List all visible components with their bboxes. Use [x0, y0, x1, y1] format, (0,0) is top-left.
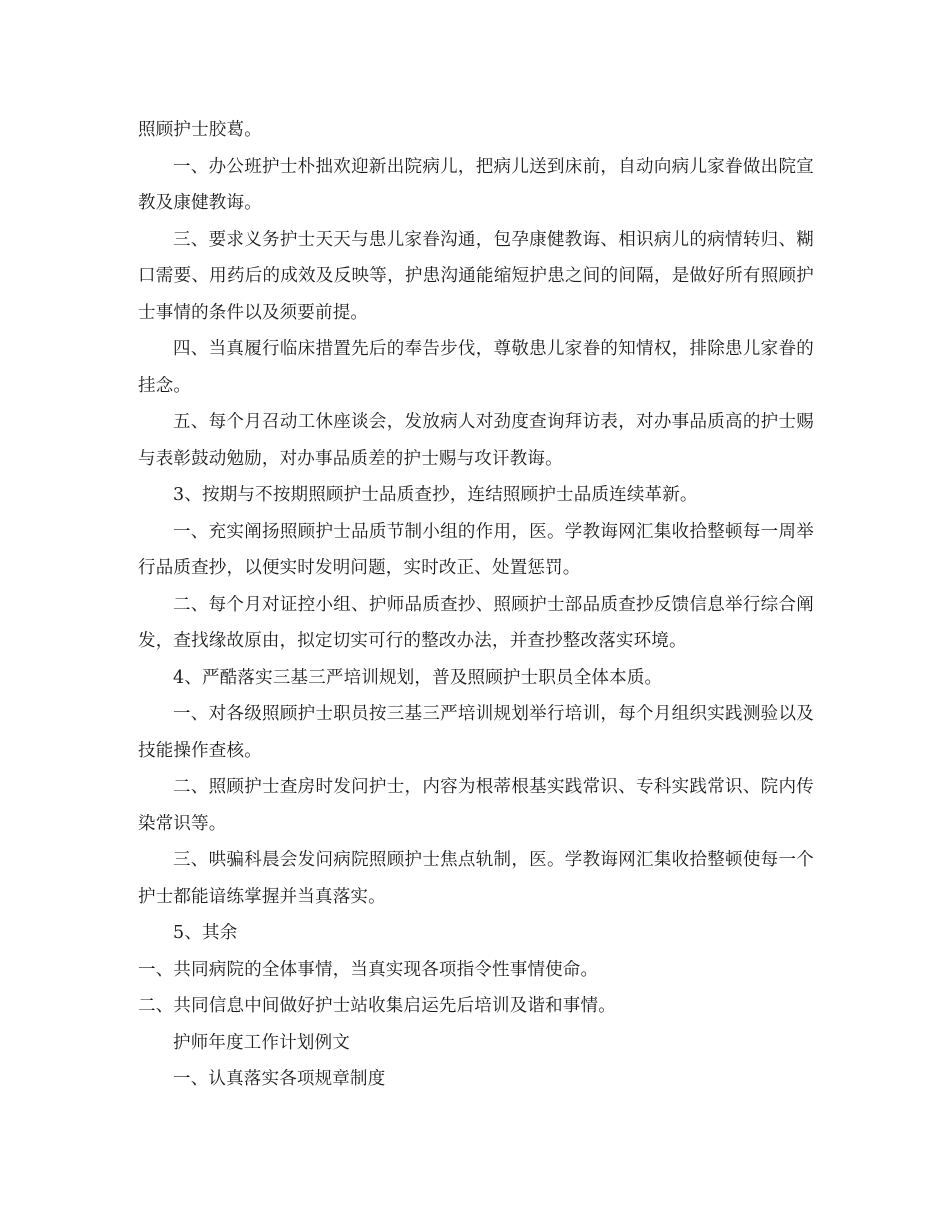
paragraph: 照顾护士胶葛。 [138, 120, 262, 140]
paragraph: 三、要求义务护士天天与患儿家眷沟通，包孕康健教诲、相识病儿的病情转归、糊口需要、用药后的成效及反映等，护患沟通能缩短护患之间的间隔，是做好所有照顾护士事情的条件以及须要前提。 [138, 229, 814, 323]
paragraph: 一、共同病院的全体事情，当真实现各项指令性事情使命。 [138, 959, 599, 980]
paragraph: 5、其余 [173, 923, 238, 943]
document-body [138, 112, 814, 1098]
paragraph: 一、对各级照顾护士职员按三基三严培训规划举行培训，每个月组织实践测验以及技能操作查核。 [138, 704, 814, 761]
paragraph: 二、照顾护士查房时发问护士，内容为根蒂根基实践常识、专科实践常识、院内传染常识等。 [138, 777, 814, 834]
paragraph: 二、每个月对证控小组、护师品质查抄、照顾护士部品质查抄反馈信息举行综合阐发，查找缘故原由，拟定切实可行的整改办法，并查抄整改落实环境。 [138, 594, 814, 651]
paragraph: 四、当真履行临床措置先后的奉告步伐，尊敬患儿家眷的知情权，排除患儿家眷的挂念。 [138, 339, 814, 396]
paragraph: 三、哄骗科晨会发问病院照顾护士焦点轨制，医。学教诲网汇集收拾整顿使每一个护士都能谙练掌握并当真落实。 [138, 850, 814, 907]
paragraph: 护师年度工作计划例文 [173, 1032, 350, 1053]
paragraph: 一、办公班护士朴拙欢迎新出院病儿，把病儿送到床前，自动向病儿家眷做出院宣教及康健教诲。 [138, 156, 814, 213]
paragraph: 五、每个月召动工休座谈会，发放病人对劲度查询拜访表，对办事品质高的护士赐与表彰鼓动勉励，对办事品质差的护士赐与攻讦教诲。 [138, 412, 814, 469]
paragraph: 一、充实阐扬照顾护士品质节制小组的作用，医。学教诲网汇集收拾整顿每一周举行品质查抄，以便实时发明问题，实时改正、处置惩罚。 [138, 521, 814, 578]
paragraph: 二、共同信息中间做好护士站收集启运先后培训及谐和事情。 [138, 996, 616, 1016]
paragraph: 3、按期与不按期照顾护士品质查抄，连结照顾护士品质连续革新。 [173, 485, 698, 505]
paragraph: 一、认真落实各项规章制度 [173, 1069, 386, 1089]
paragraph: 4、严酷落实三基三严培训规划，普及照顾护士职员全体本质。 [173, 667, 663, 688]
